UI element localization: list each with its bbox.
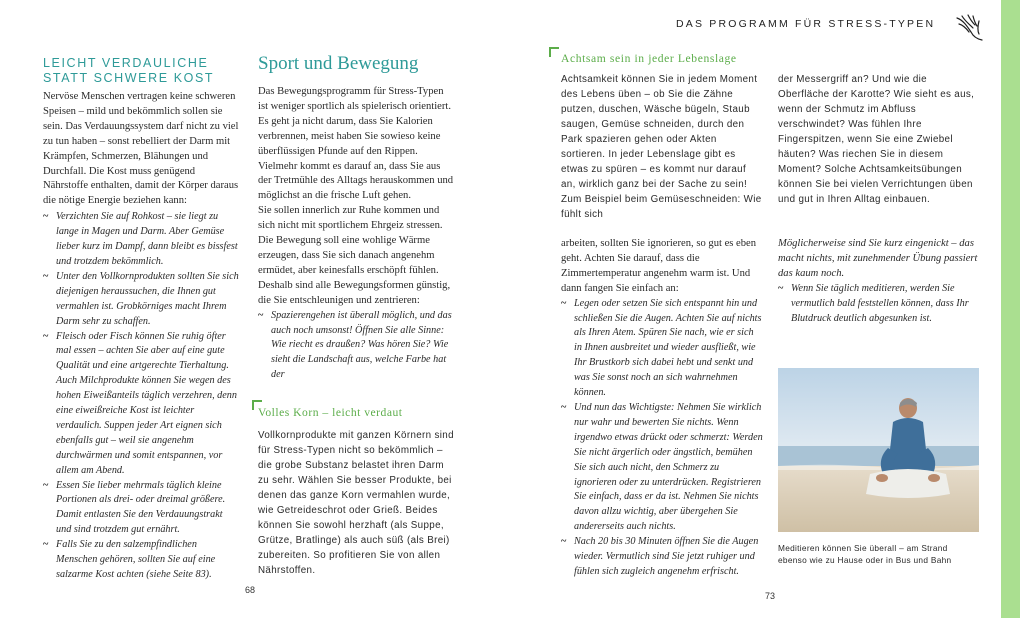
column-meditation-cont [778,237,978,326]
list-item: ~ Und nun das Wichtigste: Nehmen Sie wirklich nur wahr und bewerten Sie nichts. Wenn irgendwo etwas drückt oder schmerzt: Werden Sie nicht ärgerlich oder ängstlich, bemühen Sie sich auch nicht, den Schmerz zu ignorieren oder zu unterdrücken. Registrieren Sie einfach, dass er da ist. Nehmen Sie nichts davon allzu wichtig, aber übergehen Sie andererseits auch nichts. [561,401,764,535]
nutrition-heading: LEICHT VERDAULICHE STATT SCHWERE KOST [43,56,215,85]
list-item: ~ Legen oder setzen Sie sich entspannt hin und schließen Sie die Augen. Achten Sie auf nichts als Ihren Atem. Spüren Sie nach, wie er sich in Ihnen ausbreitet und wieder ausfließt, wie Ihr Brustkorb sich dabei hebt und senkt und was Sie sonst noch an sich wahrnehmen können. [561,297,764,401]
exercise-tips [258,309,456,384]
meditation-cont-intro: Möglicherweise sind Sie kurz eingenickt – das macht nichts, mit zunehmender Übung passiert das kaum noch. [778,238,978,279]
mindfulness-heading: Achtsam sein in jeder Lebenslage [561,52,737,65]
column-meditation [561,237,764,580]
exercise-heading: Sport und Bewegung [258,53,419,74]
list-item: ~ Spazierengehen ist überall möglich, und das auch noch umsonst! Öffnen Sie alle Sinne: Wie riecht es draußen? Was hören Sie? Wie sieht die Landschaft aus, welche Farbe hat der [258,309,456,384]
nutrition-tips [43,210,240,583]
meditation-beach-photo [778,368,979,532]
meditation-intro: arbeiten, sollten Sie ignorieren, so gut es eben geht. Achten Sie darauf, dass die Zimmertemperatur angenehm warm ist. Und dann fangen Sie einfach an: [561,238,757,294]
whole-grain-heading: Volles Korn – leicht verdaut [258,406,403,419]
exercise-intro: Das Bewegungsprogramm für Stress-Typen ist weniger sportlich als spielerisch orientiert. Es geht ja nicht darum, dass Sie Kalorien verbrennen, meist haben Sie sowieso keine überflüssigen Pfunde auf den Rippen. Vielmehr kommt es darauf an, dass Sie aus der Tretmühle des Alltags herauskommen und möglichst an die frische Luft gehen. [258,86,454,202]
whole-grain-text: Vollkornprodukte mit ganzen Körnern sind für Stress-Typen nicht so bekömmlich – die grobe Substanz belastet ihren Darm zu sehr. Wählen Sie besser Produkte, bei denen das ganze Korn vermahlen wurde, wie Getreideschrot oder Grieß. Beides können Sie sowohl herzhaft (als Suppe, Grütze, Bratlinge) als auch süß (als Brei) zubereiten. So profitieren Sie von allen Nährstoffen. [258,430,454,576]
meditation-tips [561,297,764,580]
list-item: ~ Nach 20 bis 30 Minuten öffnen Sie die Augen wieder. Vermutlich sind Sie jetzt ruhiger und fühlen sich zugleich angenehm erfrischt. [561,535,764,580]
mindfulness-text-right: der Messergriff an? Und wie die Oberfläche der Karotte? Wie sieht es aus, wenn der Schmutz im Abfluss verschwindet? Was fühlen Ihre Fingerspitzen, wenn Sie eine Zwiebel häuten? Was riechen Sie in diesem Moment? Solche Achtsamkeitsübungen können Sie bei vielen Verrichtungen üben und gut in Ihren Alltag einbauen. [778,74,975,205]
lotus-hand-icon [953,12,985,44]
exercise-para2: Sie sollen innerlich zur Ruhe kommen und sich nicht mit sportlichem Ehrgeiz stressen. Die Bewegung soll eine wohlige Wärme erzeugen, dass Sie sich danach angenehm ermüdet, aber keinesfalls erschöpft fühlen. Deshalb sind alle Bewegungsformen günstig, die Sie entschleunigen und zentrieren: [258,205,451,306]
page-number-left: 68 [245,585,256,595]
meditation-cont-tips [778,282,978,327]
column-nutrition [43,56,240,583]
list-item: ~ Essen Sie lieber mehrmals täglich kleine Portionen als drei- oder dreimal größere. Damit entlasten Sie den Verdauungstrakt und sind trotzdem gut ernährt. [43,479,240,539]
photo-caption: Meditieren können Sie überall – am Strand ebenso wie zu Hause oder in Bus und Bahn [778,543,952,565]
list-item: ~ Wenn Sie täglich meditieren, werden Sie vermutlich bald feststellen können, dass Ihr Blutdruck deutlich abgesunken ist. [778,282,978,327]
page-number-right: 73 [765,591,776,601]
page-edge-strip [1001,0,1020,618]
running-title: DAS PROGRAMM FÜR STRESS-TYPEN [676,18,936,30]
list-item: ~ Fleisch oder Fisch können Sie ruhig öfter mal essen – achten Sie aber auf eine gute Qualität und eine artgerechte Tierhaltung. Auch Milchprodukte können Sie wegen des hohen Eiweißanteils täglich verzehren, denn eine eiweißreiche Kost ist leichter verdaulich. Suppen jeder Art eignen sich ebenfalls gut – weil sie angenehm durchwärmen und somit entspannen, vor allem am Abend. [43,330,240,479]
nutrition-intro: Nervöse Menschen vertragen keine schweren Speisen – mild und bekömmlich sollen sie sein. Das Verdauungssystem darf nicht zu viel zu tun haben – sonst rebelliert der Darm mit Krämpfen, Schmerzen, Blähungen und Durchfall. Die Kost muss genügend Nährstoffe enthalten, damit der Körper daraus die nötige Energie beziehen kann: [43,91,239,207]
whole-grain-box [258,406,454,578]
column-exercise [258,52,456,383]
list-item: ~ Falls Sie zu den salzempfindlichen Menschen gehören, sollten Sie auf eine salzarme Kost achten (siehe Seite 83). [43,538,240,583]
list-item: ~ Unter den Vollkornprodukten sollten Sie sich diejenigen heraussuchen, die Ihnen gut vermahlen ist. Grobkörniges macht Ihrem Darm sehr zu schaffen. [43,270,240,330]
list-item: ~ Verzichten Sie auf Rohkost – sie liegt zu lange in Magen und Darm. Aber Gemüse lieber kurz im Dampf, dann bleibt es bissfest und trotzdem bekömmlich. [43,210,240,270]
mindfulness-text-left: Achtsamkeit können Sie in jedem Moment des Lebens üben – ob Sie die Zähne putzen, duschen, Wäsche bügeln, Staub saugen, Gemüse schneiden, durch den Park spazieren gehen oder Akten sortieren. In jeder Lebenslage gibt es etwas zu spüren – es kommt nur darauf an, wirklich ganz bei der Sache zu sein! Zum Beispiel beim Gemüseschneiden: Wie fühlt sich [561,74,762,220]
box-corner-marker [549,47,559,57]
